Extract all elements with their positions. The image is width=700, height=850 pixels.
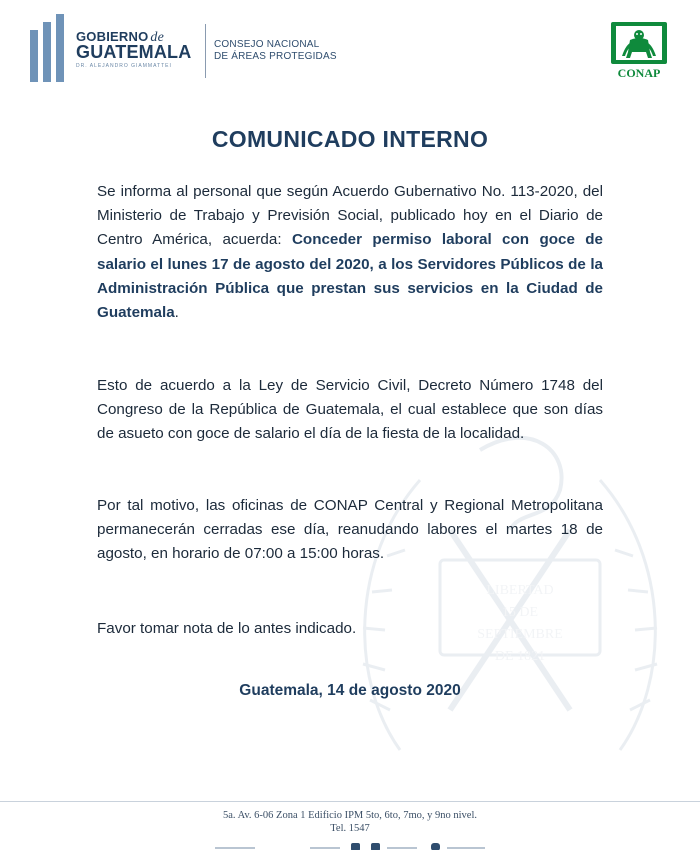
conap-logo (609, 22, 669, 82)
guatemala-government-logo (30, 14, 70, 84)
footer-phone: Tel. 1547 (330, 823, 370, 834)
letterhead (0, 0, 700, 100)
header-divider (205, 24, 206, 78)
monkey-emblem-icon (616, 26, 662, 60)
council-name-line-2: DE ÁREAS PROTEGIDAS (214, 51, 337, 62)
footer-divider (0, 801, 700, 802)
instagram-icon (431, 843, 440, 850)
paragraph-1-end: . (174, 304, 179, 322)
twitter-icon (371, 843, 380, 850)
paragraph-3: Por tal motivo, las oficinas de CONAP Central y Regional Metropolitana permanecerán cerradas ese día, reanudando labores el martes 18 de agosto, en horario de 07:00 a 15:00 horas. (97, 497, 603, 563)
coat-of-arms-watermark (330, 410, 690, 790)
paragraph-4: Favor tomar nota de lo antes indicado. (97, 620, 357, 637)
government-word: GOBIERNO (76, 29, 149, 44)
president-name: DR. ALEJANDRO GIAMMATTEI (76, 63, 172, 69)
place-and-date: Guatemala, 14 de agosto 2020 (239, 682, 461, 699)
paragraph-1-bold: Conceder permiso laboral con goce de salario el lunes 17 de agosto del 2020, a los Servidores Públicos de la Administración Pública que prestan sus servicios en la Ciudad de Guatemala (97, 231, 604, 322)
paragraph-1-lead: Se informa al personal que según Acuerdo Gubernativo No. 113-2020, del Ministerio de Trabajo y Previsión Social, publicado hoy en el Diario de Centro América, acuerda: (97, 183, 603, 249)
conap-wordmark: CONAP (617, 66, 661, 80)
footer-address: 5a. Av. 6-06 Zona 1 Edificio IPM 5to, 6to, 7mo, y 9no nivel. (222, 810, 477, 821)
government-de: de (150, 30, 165, 45)
conap-emblem-box (611, 22, 667, 64)
council-name-line-1: CONSEJO NACIONAL (214, 39, 320, 50)
watermark-line-1: LIBERTAD (486, 583, 554, 598)
watermark-line-2: 15 DE (501, 605, 539, 620)
document-title: COMUNICADO INTERNO (211, 126, 489, 152)
government-name-line-2: GUATEMALA (76, 42, 192, 62)
paragraph-1 (97, 180, 603, 325)
paragraph-2: Esto de acuerdo a la Ley de Servicio Civil, Decreto Número 1748 del Congreso de la República de Guatemala, el cual establece que son días de asueto con goce de salario el día de la fiesta de la localidad. (97, 377, 603, 443)
facebook-icon (351, 843, 360, 850)
watermark-line-3: SEPTIEMBRE (477, 627, 563, 642)
footer-social-row (215, 841, 485, 850)
watermark-line-4: DE 1821 (494, 649, 546, 664)
